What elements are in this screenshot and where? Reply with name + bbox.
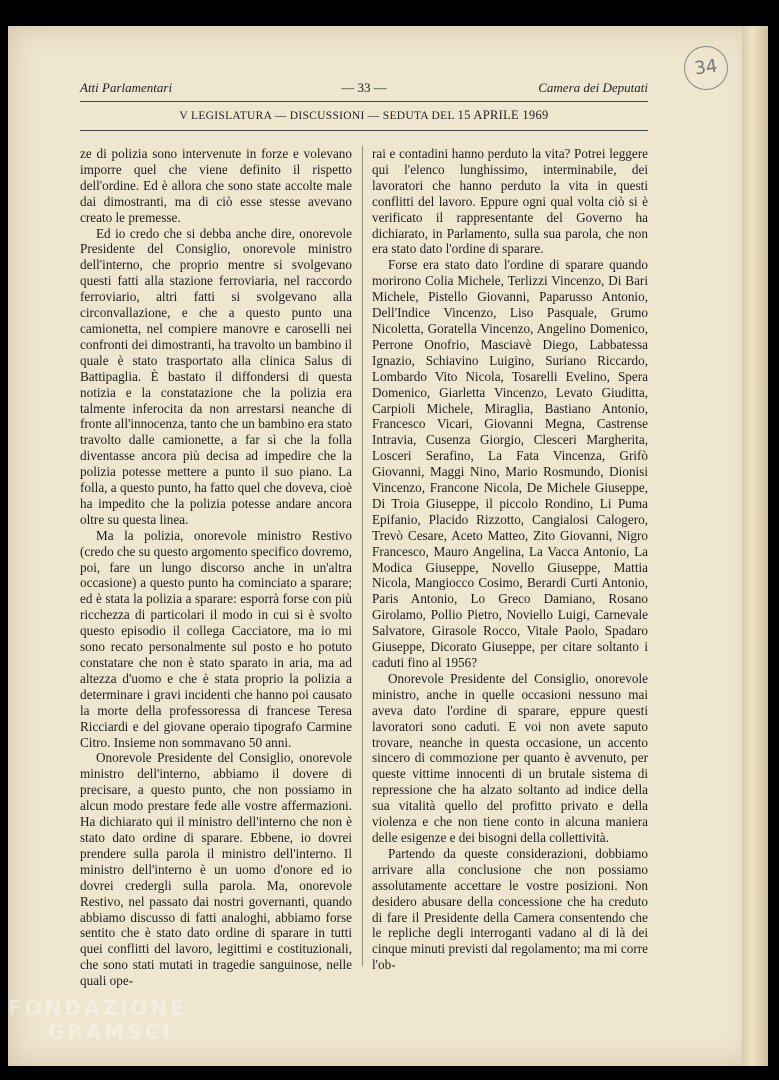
paragraph: Forse era stato dato l'ordine di sparare quando morirono Colia Michele, Terlizzi Vincenzo, Di Bari Michele, Pistello Giovanni, Paparusso Antonio, Dell'Indice Vincenzo, Liso Pasquale, Grumo Nicoletta, Goratella Vincenzo, Angelino Domenico, Perrone Onofrio, Masciavè Diego, Labbatessa Ignazio, Schiavino Luigino, Suriano Riccardo, Lombardo Vito Nicola, Tosarelli Evelino, Spera Domenico, Giarletta Vincenzo, Levato Giuditta, Carpioli Michele, Miraglia, Bastiano Antonio, Francesco Vicari, Giovanni Megna, Castrense Intravia, Cusenza Giorgio, Clesceri Margherita, Losceri Serafino, La Fata Vincenza, Grifò Giovanni, Maggi Nino, Mario Rosmundo, Dionisi Vincenzo, Francone Nicola, De Michele Giuseppe, Di Troia Giuseppe, il piccolo Rondino, Li Puma Epifanio, Placido Rizzotto, Cangialosi Calogero, Trevò Cesare, Aceto Matteo, Zito Giovanni, Nigro Francesco, Mauro Angelina, La Vacca Antonio, La Modica Giuseppe, Novello Giuseppe, Mattia Nicola, Mangiocco Cosimo, Berardi Curti Antonio, Paris Antonio, Lo Greco Damiano, Rosano Girolamo, Pollio Pietro, Noviello Luigi, Carnevale Salvatore, Girasole Rocco, Vitale Paolo, Spadaro Giuseppe, Dicorato Giuseppe, per citare soltanto i caduti fino al 1956? <box>372 257 648 670</box>
paragraph: Ed io credo che si debba anche dire, onorevole Presidente del Consiglio, onorevole ministro dell'interno, che proprio mentre si svolgevano questi fatti alla stazione ferroviaria, nel raccordo ferroviario, altri fatti si svolgevano alla circonvallazione, e che a questo punto una camionetta, nel compiere manovre e caroselli nei confronti dei dimostranti, ha travolto un bambino il quale è stato trasportato alla clinica Salus di Battipaglia. È bastato il diffondersi di questa notizia e la constatazione che la polizia era talmente inferocita da non arrestarsi neanche di fronte all'innocenza, tanto che un bambino era stato travolto dalle camionette, a far sì che la folla diventasse ancora più decisa ad impedire che la polizia potesse mettere a punto il suo piano. La folla, a questo punto, ha fatto quel che doveva, cioè ha impedito che la polizia potesse andare ancora oltre su questa linea. <box>80 225 352 527</box>
paragraph: Onorevole Presidente del Consiglio, onorevole ministro dell'interno, abbiamo il dovere di precisare, a questo punto, che non possiamo in alcun modo prestare fede alle vostre affermazioni. Ha dichiarato qui il ministro dell'interno che non è stato dato ordine di sparare. Ebbene, io dovrei prendere sulla parola il ministro dell'interno. Il ministro dell'interno è un uomo d'onore ed io dovrei credergli sulla parola. Ma, onorevole Restivo, nel passato dai nostri governanti, quando abbiamo discusso di fatti analoghi, abbiamo forse sentito che è stato dato ordine di sparare in tutti quei conflitti del lavoro, legittimi e costituzionali, che sono stati mutati in tragedie sanguinose, nelle quali ope- <box>80 750 352 989</box>
subheader-rule <box>80 130 648 131</box>
handwritten-page-number: 34 <box>681 43 731 93</box>
paragraph: Ma la polizia, onorevole ministro Restivo (credo che su questo argomento specifico dovremo, poi, fare un lungo discorso anche in un'altra occasione) a questo punto ha cominciato a sparare; ed è stata la polizia a sparare: esporrà forse con più ricchezza di particolari il modo in cui si è svolto questo episodio il collega Cacciatore, ma io mi sono recato personalmente sul posto e ho potuto constatare che non è stato sparato in aria, ma ad altezza d'uomo e che è stata proprio la polizia a determinare i gravi incidenti che hanno poi causato la morte della professoressa di francese Teresa Ricciardi e del giovane operaio tipografo Carmine Citro. Insieme non sommavano 50 anni. <box>80 527 352 750</box>
header-rule <box>80 101 648 102</box>
header-right: Camera dei Deputati <box>538 80 648 95</box>
watermark-line: GRAMSCI <box>48 1020 173 1044</box>
left-column <box>80 146 352 989</box>
archive-watermark <box>8 996 187 1044</box>
header-left: Atti Parlamentari <box>80 80 173 95</box>
page-number: — 33 — <box>341 80 387 95</box>
session-date: 15 APRILE 1969 <box>457 108 549 122</box>
running-header <box>80 80 648 100</box>
paragraph: rai e contadini hanno perduto la vita? Potrei leggere qui l'elenco lunghissimo, interminabile, dei lavoratori che hanno perduto la vita in questi conflitti del lavoro. Eppure ogni qual volta ciò si è verificato il rappresentante del Governo ha dichiarato, in Parlamento, sulla sua parola, che non era stato dato l'ordine di sparare. <box>372 146 648 257</box>
paragraph: Partendo da queste considerazioni, dobbiamo arrivare alla conclusione che non possiamo assolutamente accettare le vostre posizioni. Non desidero abusare della concessione che ha creduto di fare il Presidente della Camera consentendo che le repliche degli interroganti vadano al di là dei cinque minuti previsti dal regolamento; ma mi corre l'ob- <box>372 845 648 973</box>
paragraph: Onorevole Presidente del Consiglio, onorevole ministro, anche in quelle occasioni nessuno mai aveva dato l'ordine di sparare, eppure questi lavoratori sono caduti. E voi non avete saputo trovare, neanche in questa occasione, un accento sincero di commozione per quanto è avvenuto, per queste vittime innocenti di un brutale sistema di repressione che ha alzato soltanto ad indice della sua vitalità quello del profitto privato e della violenza e che non tiene conto in alcuna maniera delle esigenze e dei bisogni della collettività. <box>372 670 648 845</box>
column-divider <box>362 146 363 966</box>
paragraph: ze di polizia sono intervenute in forze e volevano imporre quel che viene definito il rispetto dell'ordine. Ed è allora che sono state accolte male dai dimostranti, ma di ciò esse stesse avevano creato le premesse. <box>80 146 352 225</box>
right-column <box>372 146 648 973</box>
page-edge <box>742 26 768 1066</box>
session-label: V LEGISLATURA — DISCUSSIONI — SEDUTA DEL <box>179 110 455 122</box>
watermark-line: FONDAZIONE <box>8 996 187 1020</box>
session-subheader <box>80 108 648 123</box>
